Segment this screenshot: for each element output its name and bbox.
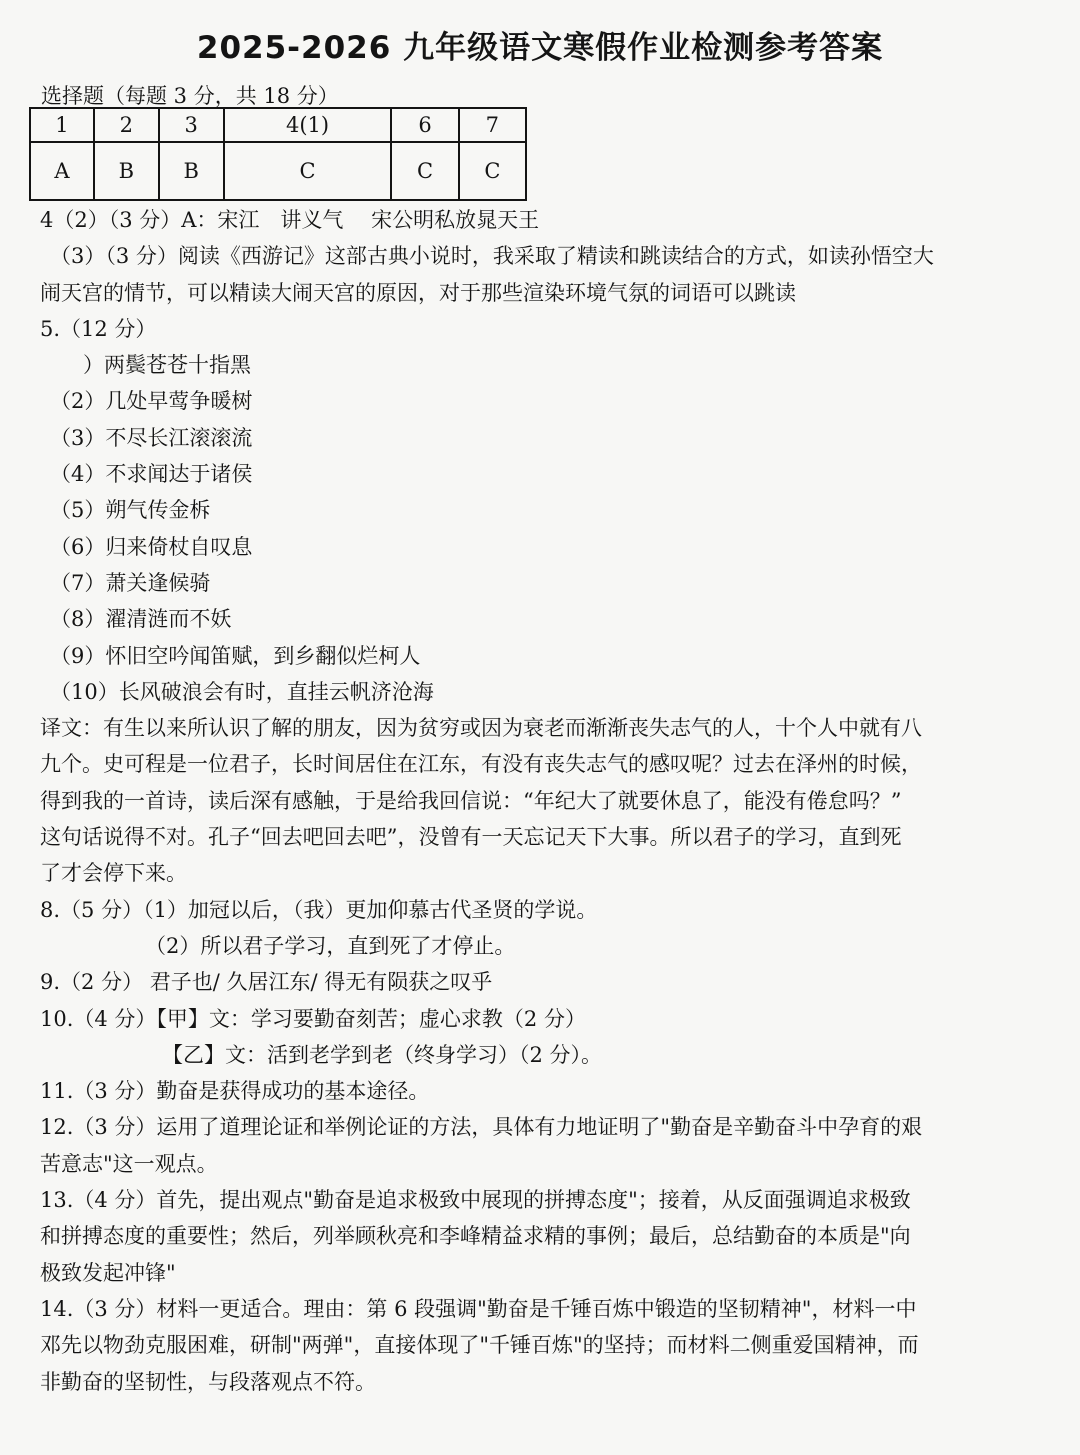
- answer-line: 和拼搏态度的重要性；然后，列举顾秋亮和李峰精益求精的事例；最后，总结勤奋的本质是"向: [40, 1224, 911, 1249]
- poem-line: （7）萧关逢候骑: [50, 570, 211, 595]
- answer-line: 5.（12 分）: [40, 316, 157, 341]
- translation-line: 这句话说得不对。孔子“回去吧回去吧”，没曾有一天忘记天下大事。所以君子的学习，直到死: [40, 825, 902, 850]
- poem-line: （5）朔气传金柝: [50, 498, 211, 523]
- poem-line: （8）濯清涟而不妖: [50, 607, 232, 632]
- translation-line: 得到我的一首诗，读后深有感触，于是给我回信说：“年纪大了就要休息了，能没有倦怠吗？”: [40, 788, 902, 813]
- answer-line: 12.（3 分）运用了道理论证和举例论证的方法，具体有力地证明了"勤奋是辛勤奋斗中孕育的艰: [40, 1115, 923, 1140]
- answer-line: 闹天宫的情节，可以精读大闹天宫的原因，对于那些渲染环境气氛的词语可以跳读: [40, 280, 796, 305]
- answer-line: （2）所以君子学习，直到死了才停止。: [145, 933, 516, 958]
- poem-line: ）两鬓苍苍十指黑: [62, 353, 251, 378]
- answer-line: 【乙】文：活到老学到老（终身学习）（2 分）。: [162, 1042, 603, 1067]
- poem-line: （9）怀旧空吟闻笛赋，到乡翻似烂柯人: [50, 643, 421, 668]
- poem-line: （2）几处早莺争暖树: [50, 389, 253, 414]
- answer-table-answer-row: [30, 142, 526, 200]
- poem-line: （4）不求闻达于诸侯: [50, 462, 253, 487]
- answer-cell: C: [224, 142, 392, 200]
- answer-cell: B: [159, 142, 224, 200]
- poem-line: （3）不尽长江滚滚流: [50, 425, 253, 450]
- answer-line: （3）（3 分）阅读《西游记》这部古典小说时，我采取了精读和跳读结合的方式，如读孙悟空大: [50, 244, 934, 269]
- answer-line: 13.（4 分）首先，提出观点"勤奋是追求极致中展现的拼搏态度"；接着，从反面强调追求极致: [40, 1188, 911, 1213]
- answer-line: 极致发起冲锋": [40, 1260, 176, 1285]
- answer-line: 14.（3 分）材料一更适合。理由：第 6 段强调"勤奋是千锤百炼中锻造的坚韧精神"，材料一中: [40, 1296, 917, 1321]
- answer-body: [40, 202, 1040, 1400]
- answer-line: 8.（5 分）（1）加冠以后，（我）更加仰慕古代圣贤的学说。: [40, 897, 598, 922]
- question-number: 7: [459, 108, 526, 142]
- answer-line: 10.（4 分）【甲】文：学习要勤奋刻苦；虚心求教（2 分）: [40, 1006, 586, 1031]
- answer-cell: B: [94, 142, 159, 200]
- answer-cell: A: [30, 142, 94, 200]
- question-number: 6: [391, 108, 458, 142]
- answer-table: [29, 107, 527, 201]
- question-number: 4(1): [224, 108, 392, 142]
- translation-line: 九个。史可程是一位君子，长时间居住在江东，有没有丧失志气的感叹呢？过去在泽州的时候，: [40, 752, 922, 777]
- answer-cell: C: [459, 142, 526, 200]
- poem-line: （6）归来倚杖自叹息: [50, 534, 253, 559]
- section-heading: 选择题（每题 3 分，共 18 分）: [41, 84, 339, 108]
- answer-line: 非勤奋的坚韧性，与段落观点不符。: [40, 1369, 376, 1394]
- translation-line: 译文：有生以来所认识了解的朋友，因为贫穷或因为衰老而渐渐丧失志气的人，十个人中就有八: [40, 716, 922, 741]
- question-number: 2: [94, 108, 159, 142]
- answer-line: 11.（3 分）勤奋是获得成功的基本途径。: [40, 1079, 430, 1104]
- answer-table-header-row: [30, 108, 526, 142]
- answer-line: 4（2）（3 分）A：宋江 讲义气 宋公明私放晁天王: [40, 208, 540, 232]
- translation-line: 了才会停下来。: [40, 861, 187, 886]
- poem-line: （10）长风破浪会有时，直挂云帆济沧海: [50, 679, 434, 704]
- question-number: 1: [30, 108, 94, 142]
- answer-line: 9.（2 分） 君子也/ 久居江东/ 得无有陨获之叹乎: [40, 970, 493, 995]
- answer-line: 苦意志"这一观点。: [40, 1151, 218, 1176]
- page-title: 2025-2026 九年级语文寒假作业检测参考答案: [196, 30, 884, 66]
- answer-cell: C: [391, 142, 458, 200]
- answer-line: 邓先以物劲克服困难，研制"两弹"，直接体现了"千锤百炼"的坚持；而材料二侧重爱国精神，而: [40, 1333, 919, 1358]
- question-number: 3: [159, 108, 224, 142]
